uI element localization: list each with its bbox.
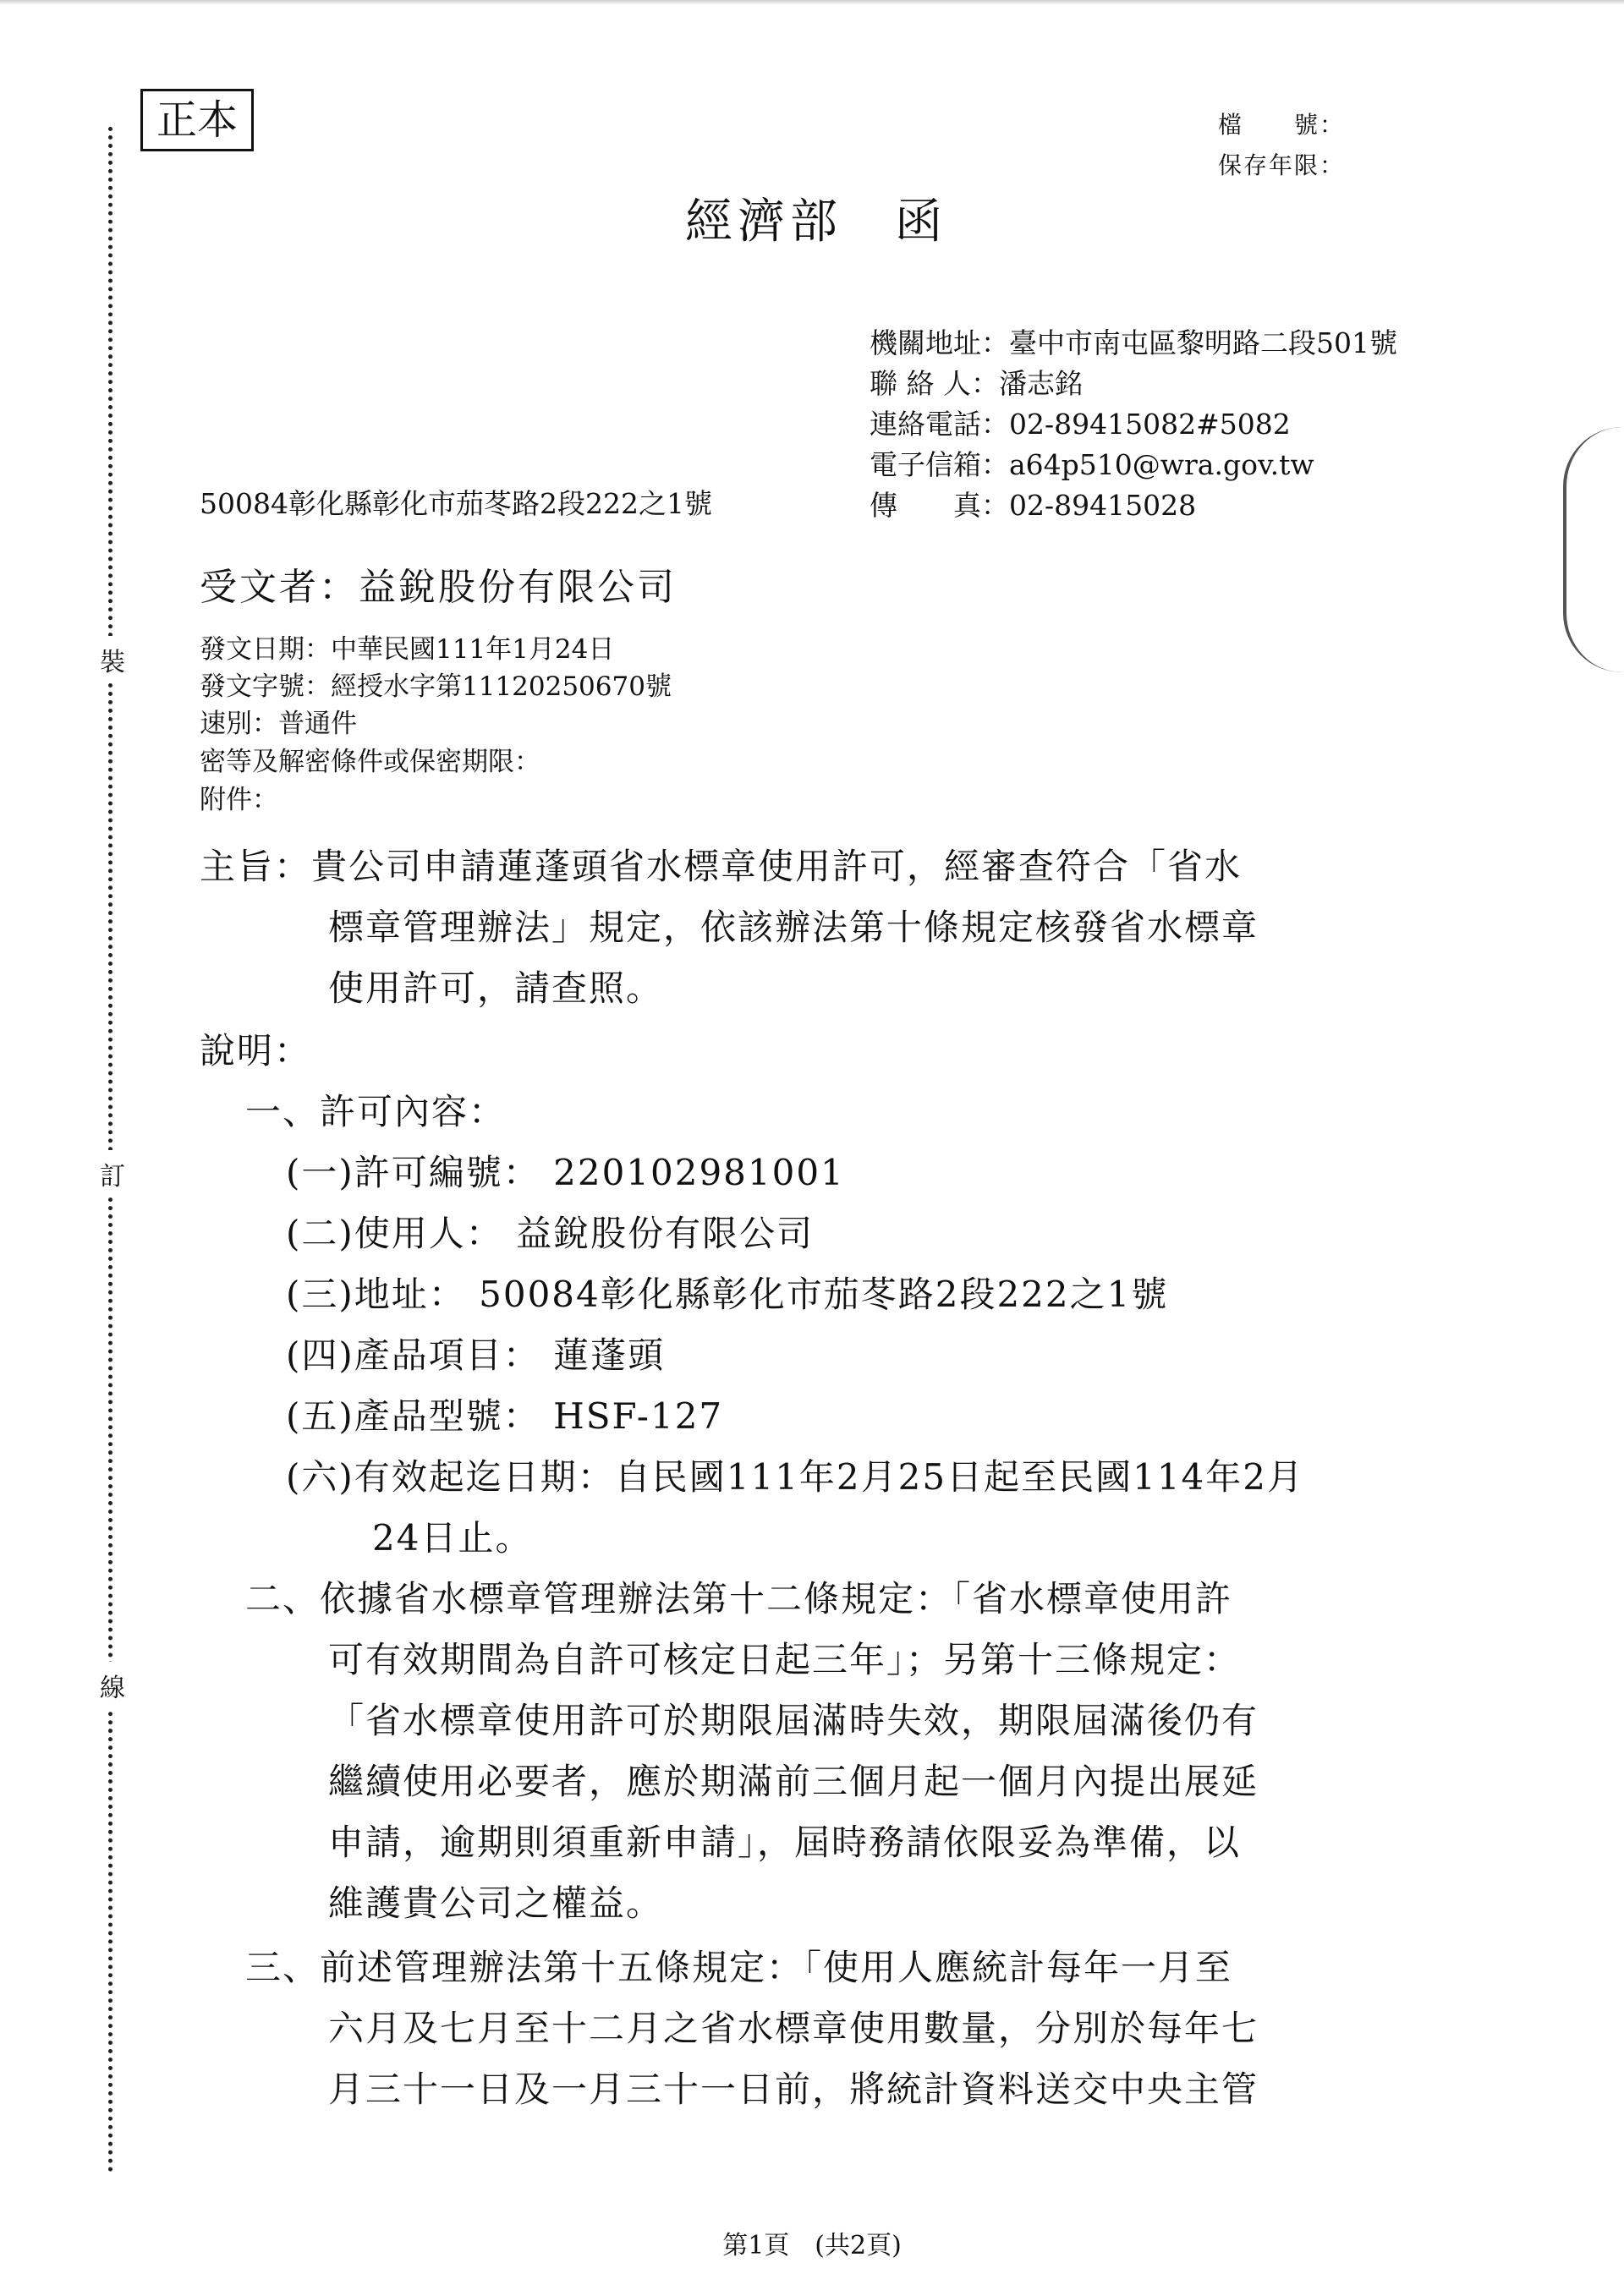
subject-line-1: 主旨：貴公司申請蓮蓬頭省水標章使用許可，經審查符合「省水 [200,846,1243,887]
item-3-line-1: 三、前述管理辦法第十五條規定：「使用人應統計每年一月至 [245,1947,1233,1988]
attachment-label: 附件： [200,785,278,815]
binding-mark-xian: 線 [100,1662,125,1709]
contact-person: 聯 絡 人：潘志銘 [870,367,1083,400]
file-number-label: 檔 號： [1218,111,1346,139]
item-2-line-1: 二、依據省水標章管理辦法第十二條規定：「省水標章使用許 [245,1578,1233,1619]
validity-period-line-1: (六)有效起迄日期：自民國111年2月25日起至民國114年2月 [286,1456,1304,1498]
validity-period-line-2: 24日止。 [372,1517,533,1559]
retention-period-label: 保存年限： [1218,151,1346,179]
agency-address: 機關地址：臺中市南屯區黎明路二段501號 [870,326,1397,359]
item-2-line-3: 「省水標章使用許可於期限屆滿時失效，期限屆滿後仍有 [328,1700,1259,1741]
subject-line-2: 標章管理辦法」規定，依該辦法第十條規定核發省水標章 [328,907,1259,948]
item-2-line-5: 申請，逾期則須重新申請」，屆時務請依限妥為準備，以 [328,1822,1242,1863]
original-copy-stamp: 正本 [140,89,254,151]
subject-line-3: 使用許可，請查照。 [328,967,664,1009]
issue-date: 發文日期：中華民國111年1月24日 [200,634,615,665]
recipient: 受文者：益銳股份有限公司 [200,566,677,609]
product-item: (四)產品項目： 蓮蓬頭 [286,1334,666,1376]
item-1-heading: 一、許可內容： [245,1091,507,1132]
partial-seal-stamp [1563,427,1624,672]
binding-mark-ding: 訂 [100,1150,125,1197]
recipient-address: 50084彰化縣彰化市茄苳路2段222之1號 [200,487,712,520]
contact-fax: 傳 真：02-89415028 [870,489,1197,522]
binding-mark-zhuang: 裝 [100,636,125,683]
product-model: (五)產品型號： HSF-127 [286,1395,724,1437]
permit-address: (三)地址： 50084彰化縣彰化市茄苳路2段222之1號 [286,1274,1169,1315]
permit-number: (一)許可編號： 220102981001 [286,1152,845,1193]
item-2-line-2: 可有效期間為自許可核定日起三年」；另第十三條規定： [328,1639,1242,1680]
item-2-line-4: 繼續使用必要者，應於期滿前三個月起一個月內提出展延 [328,1761,1259,1802]
item-2-line-6: 維護貴公司之權益。 [328,1882,664,1924]
permit-user: (二)使用人： 益銳股份有限公司 [286,1213,815,1254]
secrecy-level: 密等及解密條件或保密期限： [200,747,540,777]
page-number: 第1頁 (共2頁) [722,2231,902,2260]
explanation-label: 說明： [200,1030,312,1071]
contact-phone: 連絡電話：02-89415082#5082 [870,408,1291,441]
scan-edge [0,0,1624,5]
contact-email: 電子信箱：a64p510@wra.gov.tw [870,448,1314,481]
delivery-speed: 速別：普通件 [200,709,357,739]
item-3-line-3: 月三十一日及一月三十一日前，將統計資料送交中央主管 [328,2069,1259,2110]
document-number: 發文字號：經授水字第11120250670號 [200,671,672,702]
item-3-line-2: 六月及七月至十二月之省水標章使用數量，分別於每年七 [328,2008,1259,2049]
document-title: 經濟部 函 [685,195,947,249]
